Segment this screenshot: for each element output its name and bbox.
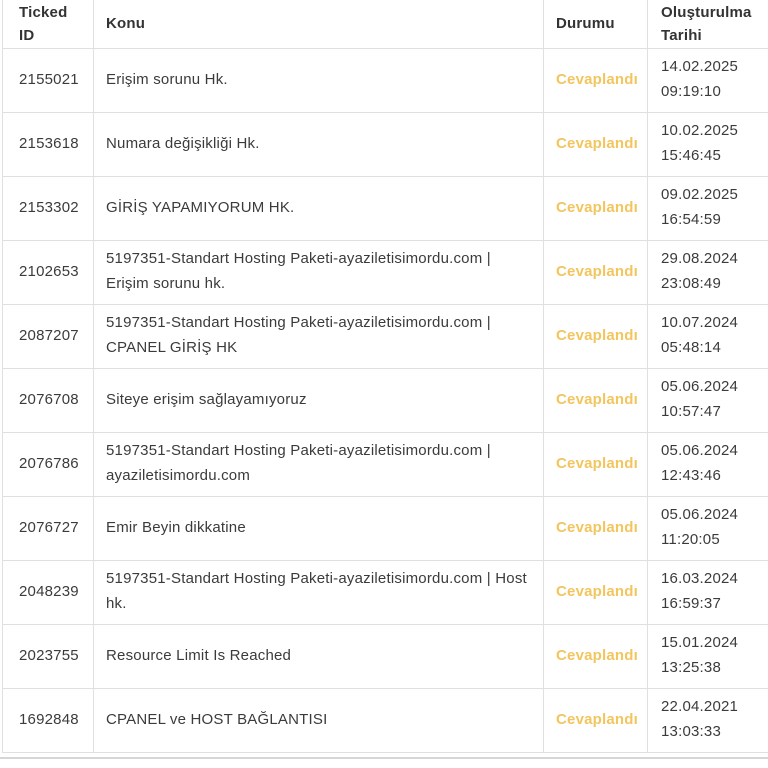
created-date-cell bbox=[648, 368, 768, 432]
subject-cell: 5197351-Standart Hosting Paketi-ayaziletisimordu.com | ayaziletisimordu.com bbox=[94, 432, 544, 496]
status-badge: Cevaplandı bbox=[556, 646, 639, 664]
status-badge: Cevaplandı bbox=[556, 326, 639, 344]
header-status: Durumu bbox=[544, 0, 648, 48]
time-text: 10:57:47 bbox=[661, 403, 721, 420]
subject-cell: 5197351-Standart Hosting Paketi-ayaziletisimordu.com | Host hk. bbox=[94, 560, 544, 624]
date-text: 16.03.2024 bbox=[661, 570, 739, 588]
ticket-id-cell: 2048239 bbox=[3, 560, 94, 624]
created-date-cell bbox=[648, 240, 768, 304]
status-badge: Cevaplandı bbox=[556, 134, 639, 152]
status-badge: Cevaplandı bbox=[556, 518, 639, 536]
date-text: 14.02.2025 bbox=[661, 58, 739, 76]
date-text: 05.06.2024 bbox=[661, 442, 739, 460]
ticket-id-cell: 2102653 bbox=[3, 240, 94, 304]
created-date-cell bbox=[648, 688, 768, 752]
ticket-id-cell: 2155021 bbox=[3, 48, 94, 112]
date-text: 05.06.2024 bbox=[661, 378, 739, 396]
created-date-cell bbox=[648, 624, 768, 688]
created-date-cell bbox=[648, 560, 768, 624]
header-subject: Konu bbox=[94, 0, 544, 48]
header-created-date: Oluşturulma Tarihi bbox=[648, 0, 768, 48]
subject-cell: GİRİŞ YAPAMIYORUM HK. bbox=[94, 176, 544, 240]
table-row[interactable] bbox=[3, 688, 768, 752]
date-text: 09.02.2025 bbox=[661, 186, 739, 204]
ticket-id-cell: 2153302 bbox=[3, 176, 94, 240]
table-row[interactable] bbox=[3, 368, 768, 432]
subject-cell: Emir Beyin dikkatine bbox=[94, 496, 544, 560]
ticket-id-cell: 2023755 bbox=[3, 624, 94, 688]
table-row[interactable] bbox=[3, 112, 768, 176]
date-text: 22.04.2021 bbox=[661, 698, 739, 716]
table-row[interactable] bbox=[3, 304, 768, 368]
table-row[interactable] bbox=[3, 240, 768, 304]
subject-cell: Siteye erişim sağlayamıyoruz bbox=[94, 368, 544, 432]
time-text: 16:59:37 bbox=[661, 595, 721, 612]
header-ticket-id: Ticked ID bbox=[3, 0, 94, 48]
time-text: 13:03:33 bbox=[661, 723, 721, 740]
date-text: 10.02.2025 bbox=[661, 122, 739, 140]
time-text: 13:25:38 bbox=[661, 659, 721, 676]
status-badge: Cevaplandı bbox=[556, 70, 639, 88]
time-text: 11:20:05 bbox=[661, 531, 720, 548]
created-date-cell bbox=[648, 112, 768, 176]
table-row[interactable] bbox=[3, 496, 768, 560]
time-text: 23:08:49 bbox=[661, 275, 721, 292]
table-body bbox=[3, 48, 768, 752]
status-badge: Cevaplandı bbox=[556, 454, 639, 472]
ticket-id-cell: 2076708 bbox=[3, 368, 94, 432]
subject-cell: CPANEL ve HOST BAĞLANTISI bbox=[94, 688, 544, 752]
table-row[interactable] bbox=[3, 176, 768, 240]
table-row[interactable] bbox=[3, 432, 768, 496]
ticket-id-cell: 1692848 bbox=[3, 688, 94, 752]
time-text: 09:19:10 bbox=[661, 83, 721, 100]
tickets-table bbox=[2, 0, 768, 753]
subject-cell: Numara değişikliği Hk. bbox=[94, 112, 544, 176]
date-text: 05.06.2024 bbox=[661, 506, 739, 524]
table-row[interactable] bbox=[3, 48, 768, 112]
ticket-id-cell: 2076786 bbox=[3, 432, 94, 496]
created-date-cell bbox=[648, 48, 768, 112]
created-date-cell bbox=[648, 304, 768, 368]
created-date-cell bbox=[648, 496, 768, 560]
ticket-id-cell: 2153618 bbox=[3, 112, 94, 176]
status-badge: Cevaplandı bbox=[556, 710, 639, 728]
date-text: 10.07.2024 bbox=[661, 314, 739, 332]
status-badge: Cevaplandı bbox=[556, 262, 639, 280]
date-text: 29.08.2024 bbox=[661, 250, 739, 268]
ticket-id-cell: 2087207 bbox=[3, 304, 94, 368]
subject-cell: 5197351-Standart Hosting Paketi-ayaziletisimordu.com | Erişim sorunu hk. bbox=[94, 240, 544, 304]
time-text: 05:48:14 bbox=[661, 339, 721, 356]
subject-cell: Erişim sorunu Hk. bbox=[94, 48, 544, 112]
table-row[interactable] bbox=[3, 624, 768, 688]
ticket-id-cell: 2076727 bbox=[3, 496, 94, 560]
time-text: 15:46:45 bbox=[661, 147, 721, 164]
created-date-cell bbox=[648, 432, 768, 496]
status-badge: Cevaplandı bbox=[556, 582, 639, 600]
table-row[interactable] bbox=[3, 560, 768, 624]
status-badge: Cevaplandı bbox=[556, 390, 639, 408]
subject-cell: 5197351-Standart Hosting Paketi-ayaziletisimordu.com | CPANEL GİRİŞ HK bbox=[94, 304, 544, 368]
date-text: 15.01.2024 bbox=[661, 634, 739, 652]
header-row bbox=[3, 0, 768, 48]
time-text: 16:54:59 bbox=[661, 211, 721, 228]
table-header bbox=[3, 0, 768, 48]
subject-cell: Resource Limit Is Reached bbox=[94, 624, 544, 688]
table-bottom-divider bbox=[0, 757, 768, 759]
created-date-cell bbox=[648, 176, 768, 240]
status-badge: Cevaplandı bbox=[556, 198, 639, 216]
time-text: 12:43:46 bbox=[661, 467, 721, 484]
